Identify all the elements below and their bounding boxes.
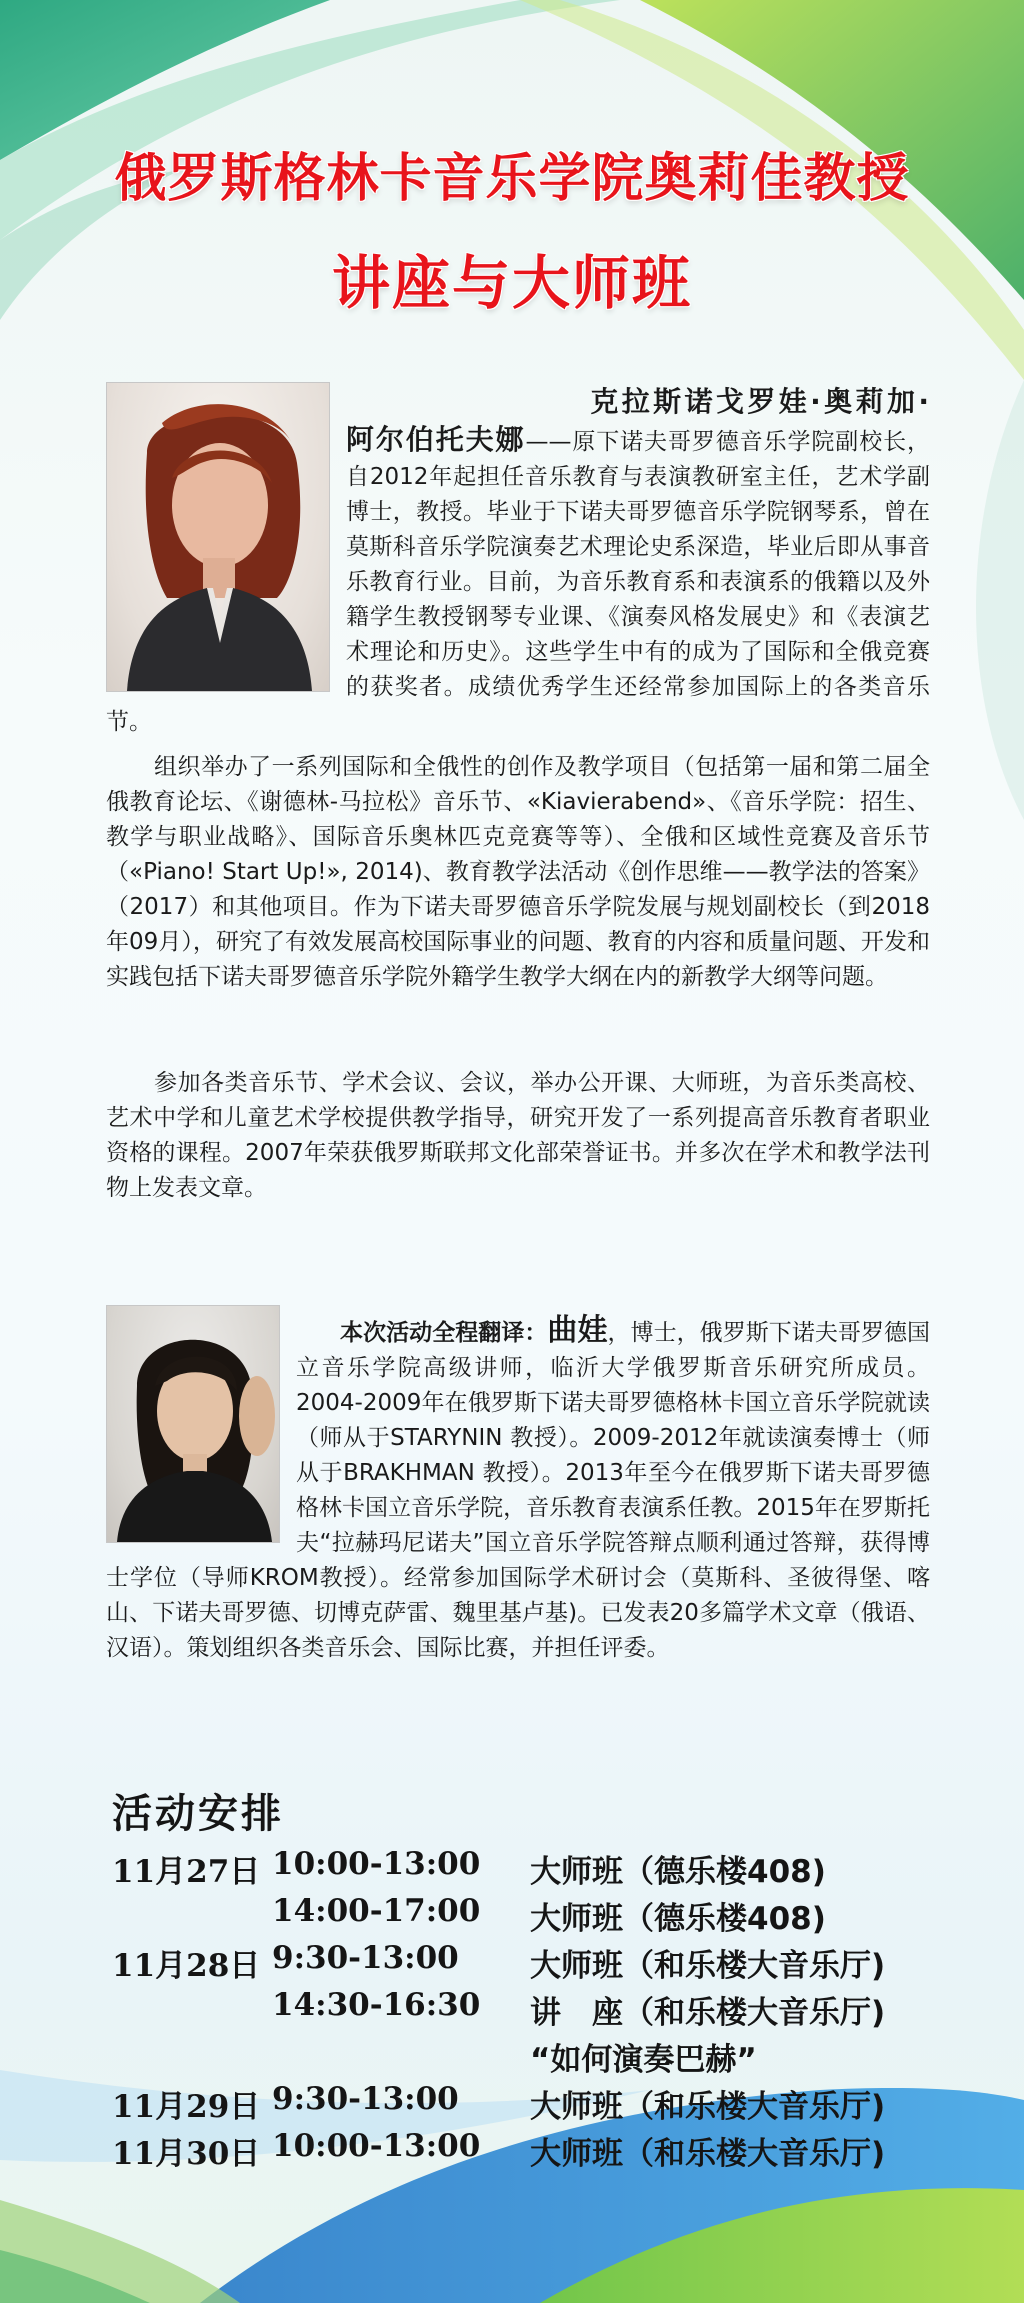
professor-bio (106, 384, 930, 740)
portrait-spacer (106, 1313, 296, 1553)
schedule-event: 讲 座（和乐楼大音乐厅) (530, 1995, 886, 2031)
schedule-time: 14:30-16:30 (272, 1987, 481, 2023)
schedule-event: 大师班（德乐楼408) (530, 1901, 826, 1937)
schedule-date: 11月27日 (112, 1854, 261, 1890)
schedule-row (112, 1987, 972, 2033)
schedule-row (112, 1893, 972, 1939)
professor-bio-activities: 参加各类音乐节、学术会议、会议，举办公开课、大师班，为音乐类高校、艺术中学和儿童艺术学校提供教学指导，研究开发了一系列提高音乐教育者职业资格的课程。2007年荣获俄罗斯联邦文化部荣誉证书。并多次在学术和教学法刊物上发表文章。 (106, 1070, 930, 1201)
portrait-spacer (106, 384, 346, 696)
schedule-event-topic: “如何演奏巴赫” (530, 2042, 757, 2078)
schedule-row (112, 2128, 972, 2174)
translator-bio-text: ，博士，俄罗斯下诺夫哥罗德国立音乐学院高级讲师，临沂大学俄罗斯音乐研究所成员。2004-2009年在俄罗斯下诺夫哥罗德格林卡国立音乐学院就读（师从于STARYNIN 教授）。2009-2012年就读演奏博士（师从于BRAKHMAN 教授）。2013年至今在俄罗斯下诺夫哥罗德格林卡国立音乐学院，音乐教育表演系任教。2015年在罗斯托夫“拉赫玛尼诺夫”国立音乐学院答辩点顺利通过答辩，获得博士学位（导师KROM教授）。经常参加国际学术研讨会（莫斯科、圣彼得堡、喀山、下诺夫哥罗德、切博克萨雷、魏里基卢基)。已发表20多篇学术文章（俄语、汉语）。策划组织各类音乐会、国际比赛，并担任评委。 (106, 1320, 931, 1661)
professor-name: 克拉斯诺戈罗娃·奥莉加·阿尔伯托夫娜 (346, 385, 930, 456)
schedule-time: 9:30-13:00 (272, 1940, 459, 1976)
schedule-event: 大师班（和乐楼大音乐厅) (530, 1948, 886, 1984)
schedule-time: 10:00-13:00 (272, 1846, 481, 1882)
schedule-row (112, 1846, 972, 1892)
schedule-date: 11月30日 (112, 2136, 261, 2172)
schedule-event: 大师班（和乐楼大音乐厅) (530, 2136, 886, 2172)
schedule-event: 大师班（德乐楼408) (530, 1854, 826, 1890)
schedule-date: 11月28日 (112, 1948, 261, 1984)
poster-title: 俄罗斯格林卡音乐学院奥莉佳教授 (114, 149, 910, 209)
schedule-event: 大师班（和乐楼大音乐厅) (530, 2089, 886, 2125)
professor-bio-intro: ——原下诺夫哥罗德音乐学院副校长，自2012年起担任音乐教育与表演教研室主任，艺术学副博士，教授。毕业于下诺夫哥罗德音乐学院钢琴系，曾在莫斯科音乐学院演奏艺术理论史系深造，毕业后即从事音乐教育行业。目前，为音乐教育系和表演系的俄籍以及外籍学生教授钢琴专业课、《演奏风格发展史》和《表演艺术理论和历史》。这些学生中有的成为了国际和全俄竞赛的获奖者。成绩优秀学生还经常参加国际上的各类音乐节。 (106, 429, 930, 735)
schedule-time: 14:00-17:00 (272, 1893, 481, 1929)
poster-subtitle: 讲座与大师班 (331, 249, 692, 317)
schedule-row (112, 2034, 972, 2080)
schedule-date: 11月29日 (112, 2089, 261, 2125)
translator-label: 本次活动全程翻译： (340, 1320, 548, 1346)
schedule-row (112, 1940, 972, 1986)
schedule-time: 9:30-13:00 (272, 2081, 459, 2117)
translator-name: 曲娃 (547, 1313, 608, 1348)
schedule-row (112, 2081, 972, 2127)
translator-bio (106, 1313, 930, 1666)
schedule-time: 10:00-13:00 (272, 2128, 481, 2164)
professor-bio-projects: 组织举办了一系列国际和全俄性的创作及教学项目（包括第一届和第二届全俄教育论坛、《谢德林-马拉松》音乐节、«Kiavierabend»、《音乐学院：招生、教学与职业战略》、国际音乐奥林匹克竞赛等等）、全俄和区域性竞赛及音乐节（«Piano! Start Up!», 2014)、教育教学法活动《创作思维——教学法的答案》（2017）和其他项目。作为下诺夫哥罗德音乐学院发展与规划副校长（到2018年09月），研究了有效发展高校国际事业的问题、教育的内容和质量问题、开发和实践包括下诺夫哥罗德音乐学院外籍学生教学大纲在内的新教学大纲等问题。 (106, 754, 930, 990)
schedule-title: 活动安排 (112, 1791, 284, 1837)
